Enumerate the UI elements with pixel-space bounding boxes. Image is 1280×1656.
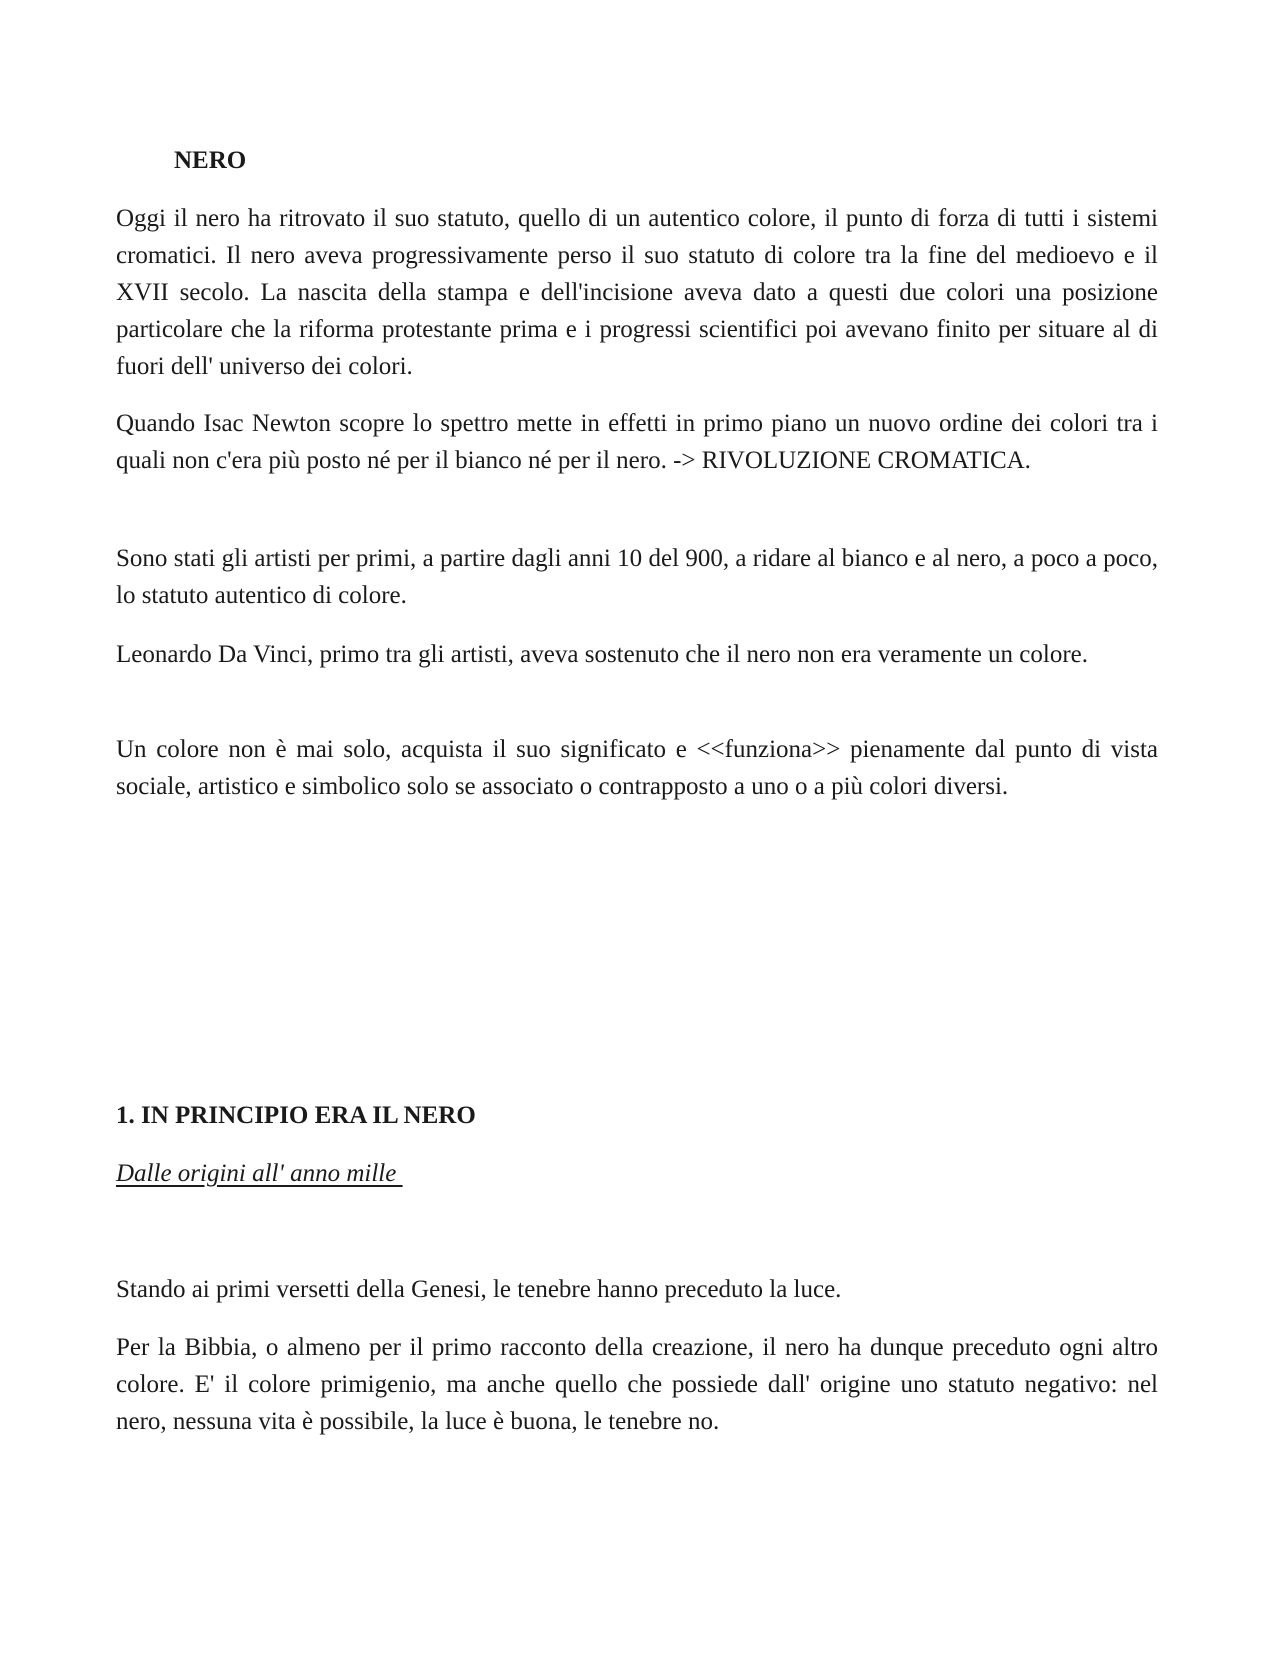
paragraph-intro-2: Quando Isac Newton scopre lo spettro mette in effetti in primo piano un nuovo ordine dei colori tra i quali non c'era più posto né per il bianco né per il nero. -> RIVOLUZIONE CROMATICA. bbox=[116, 410, 1158, 474]
chapter-subtitle-wrap bbox=[116, 1155, 1158, 1192]
chapter-subtitle: Dalle origini all' anno mille bbox=[116, 1160, 403, 1187]
paragraph-chapter-1: Stando ai primi versetti della Genesi, le tenebre hanno preceduto la luce. bbox=[116, 1276, 842, 1303]
chapter-heading: 1. IN PRINCIPIO ERA IL NERO bbox=[116, 1102, 476, 1129]
paragraph-intro-1: Oggi il nero ha ritrovato il suo statuto, quello di un autentico colore, il punto di forza di tutti i sistemi cromatici. Il nero aveva progressivamente perso il suo statuto di colore tra la fine del medioevo e il XVII secolo. La nascita della stampa e dell'incisione aveva dato a questi due colori una posizione particolare che la riforma protestante prima e i progressi scientifici poi avevano finito per situare al di fuori dell' universo dei colori. bbox=[116, 205, 1158, 380]
paragraph-intro-5: Un colore non è mai solo, acquista il suo significato e <<funziona>> pienamente dal punto di vista sociale, artistico e simbolico solo se associato o contrapposto a uno o a più colori diversi. bbox=[116, 736, 1158, 800]
document-title: NERO bbox=[174, 147, 247, 174]
paragraph-intro-4: Leonardo Da Vinci, primo tra gli artisti, aveva sostenuto che il nero non era veramente un colore. bbox=[116, 641, 1089, 668]
paragraph-intro-3: Sono stati gli artisti per primi, a partire dagli anni 10 del 900, a ridare al bianco e al nero, a poco a poco, lo statuto autentico di colore. bbox=[116, 545, 1158, 609]
paragraph-chapter-2: Per la Bibbia, o almeno per il primo racconto della creazione, il nero ha dunque preceduto ogni altro colore. E' il colore primigenio, ma anche quello che possiede dall' origine uno statuto negativo: nel nero, nessuna vita è possibile, la luce è buona, le tenebre no. bbox=[116, 1334, 1158, 1435]
